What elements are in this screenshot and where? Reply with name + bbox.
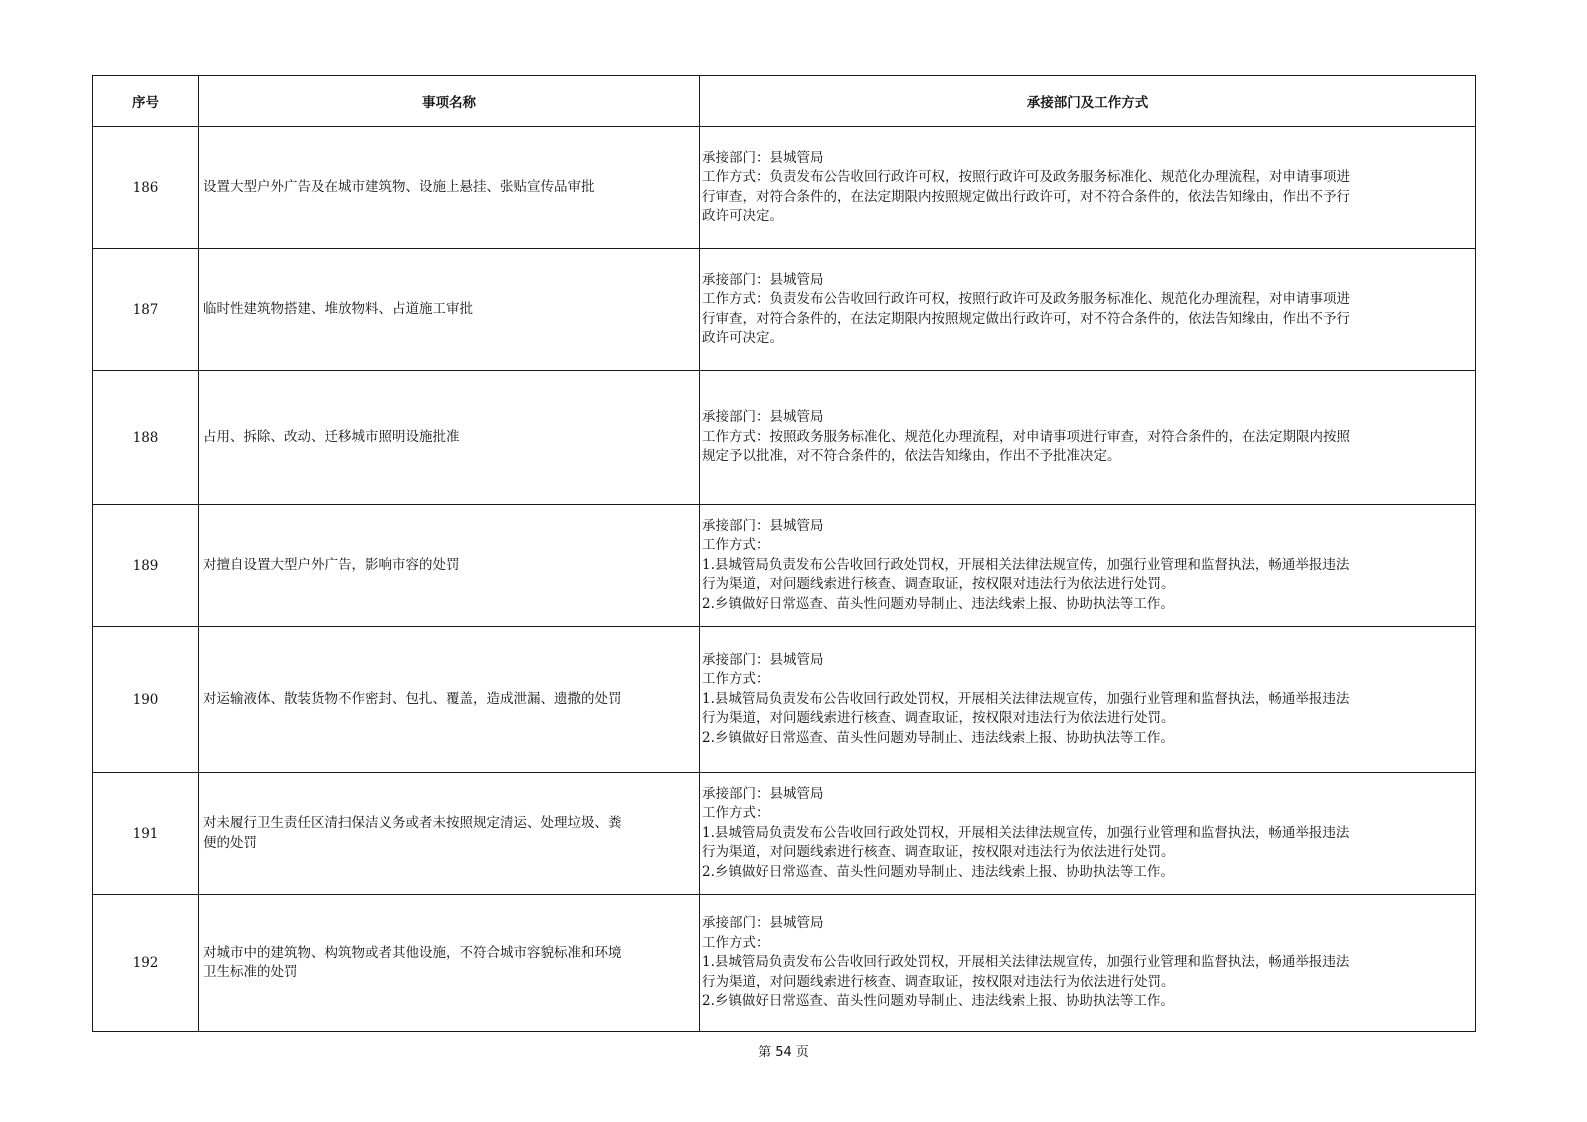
row-number: 186 — [93, 127, 199, 249]
department-method-line: 1.县城管局负责发布公告收回行政处罚权，开展相关法律法规宣传，加强行业管理和监督执法，畅通举报违法 — [702, 954, 1350, 971]
department-method-line: 政许可决定。 — [702, 330, 783, 346]
department-method-line: 承接部门：县城管局 — [702, 785, 824, 802]
department-method-cell — [700, 505, 1476, 627]
matter-name-line: 对运输液体、散装货物不作密封、包扎、覆盖，造成泄漏、遗撒的处罚 — [203, 690, 622, 707]
department-method-line: 工作方式： — [702, 805, 770, 822]
department-method-line: 规定予以批准，对不符合条件的，依法告知缘由，作出不予批准决定。 — [702, 448, 1121, 465]
row-number: 192 — [93, 895, 199, 1032]
department-method-line: 2.乡镇做好日常巡查、苗头性问题劝导制止、违法线索上报、协助执法等工作。 — [702, 863, 1174, 880]
row-number: 190 — [93, 627, 199, 773]
department-method-line: 1.县城管局负责发布公告收回行政处罚权，开展相关法律法规宣传，加强行业管理和监督执法，畅通举报违法 — [702, 690, 1350, 707]
department-method-line: 工作方式：负责发布公告收回行政许可权，按照行政许可及政务服务标准化、规范化办理流程，对申请事项进 — [702, 291, 1350, 307]
department-method-line: 行为渠道，对问题线索进行核查、调查取证，按权限对违法行为依法进行处罚。 — [702, 844, 1175, 861]
matter-name-cell — [199, 895, 700, 1032]
matter-name-line: 对城市中的建筑物、构筑物或者其他设施，不符合城市容貌标准和环境 — [203, 944, 622, 961]
row-number: 191 — [93, 773, 199, 895]
department-method-line: 承接部门：县城管局 — [702, 517, 824, 534]
table-row — [93, 627, 1476, 773]
department-method-line: 行审查，对符合条件的，在法定期限内按照规定做出行政许可，对不符合条件的，依法告知缘由，作出不予行 — [702, 310, 1350, 327]
matter-name-cell — [199, 773, 700, 895]
department-method-cell — [700, 895, 1476, 1032]
table-body — [93, 127, 1476, 1032]
department-method-cell — [700, 127, 1476, 249]
matter-name-line: 临时性建筑物搭建、堆放物料、占道施工审批 — [203, 300, 473, 317]
department-method-cell — [700, 249, 1476, 371]
department-method-line: 工作方式：负责发布公告收回行政许可权，按照行政许可及政务服务标准化、规范化办理流程，对申请事项进 — [702, 169, 1350, 185]
matter-name-cell — [199, 371, 700, 505]
department-method-line: 政许可决定。 — [702, 208, 783, 224]
department-method-cell — [700, 371, 1476, 505]
table-row — [93, 505, 1476, 627]
row-number: 187 — [93, 249, 199, 371]
table-row — [93, 773, 1476, 895]
department-method-line: 行审查，对符合条件的，在法定期限内按照规定做出行政许可，对不符合条件的，依法告知缘由，作出不予行 — [702, 188, 1350, 205]
row-number: 188 — [93, 371, 199, 505]
column-header-number: 序号 — [93, 76, 199, 127]
department-method-line: 工作方式： — [702, 934, 770, 951]
matter-name-line: 便的处罚 — [203, 834, 257, 851]
matter-name-cell — [199, 627, 700, 773]
table-row — [93, 895, 1476, 1032]
header-row — [93, 76, 1476, 127]
department-method-line: 1.县城管局负责发布公告收回行政处罚权，开展相关法律法规宣传，加强行业管理和监督执法，畅通举报违法 — [702, 824, 1350, 841]
department-method-line: 行为渠道，对问题线索进行核查、调查取证，按权限对违法行为依法进行处罚。 — [702, 576, 1175, 593]
department-method-cell — [700, 627, 1476, 773]
table-row — [93, 127, 1476, 249]
department-method-line: 2.乡镇做好日常巡查、苗头性问题劝导制止、违法线索上报、协助执法等工作。 — [702, 993, 1174, 1010]
column-header-matter-name: 事项名称 — [199, 76, 700, 127]
column-header-department-method: 承接部门及工作方式 — [700, 76, 1476, 127]
department-method-line: 行为渠道，对问题线索进行核查、调查取证，按权限对违法行为依法进行处罚。 — [702, 710, 1175, 727]
matter-name-line: 设置大型户外广告及在城市建筑物、设施上悬挂、张贴宣传品审批 — [203, 178, 595, 195]
department-method-line: 承接部门：县城管局 — [702, 271, 824, 288]
department-method-line: 行为渠道，对问题线索进行核查、调查取证，按权限对违法行为依法进行处罚。 — [702, 973, 1175, 990]
department-method-cell — [700, 773, 1476, 895]
row-number: 189 — [93, 505, 199, 627]
page-number: 第 54 页 — [758, 1045, 809, 1060]
table-row — [93, 249, 1476, 371]
department-method-line: 2.乡镇做好日常巡查、苗头性问题劝导制止、违法线索上报、协助执法等工作。 — [702, 729, 1174, 746]
department-method-line: 承接部门：县城管局 — [702, 651, 824, 668]
matter-name-cell — [199, 127, 700, 249]
department-method-line: 承接部门：县城管局 — [702, 915, 824, 932]
department-method-line: 承接部门：县城管局 — [702, 149, 824, 166]
department-method-line: 工作方式：按照政务服务标准化、规范化办理流程，对申请事项进行审查，对符合条件的，在法定期限内按照 — [702, 428, 1350, 445]
matter-name-line: 对擅自设置大型户外广告，影响市容的处罚 — [203, 556, 460, 573]
matter-name-cell — [199, 249, 700, 371]
department-method-line: 1.县城管局负责发布公告收回行政处罚权，开展相关法律法规宣传，加强行业管理和监督执法，畅通举报违法 — [702, 556, 1350, 573]
department-method-line: 2.乡镇做好日常巡查、苗头性问题劝导制止、违法线索上报、协助执法等工作。 — [702, 595, 1174, 612]
matter-name-line: 对未履行卫生责任区清扫保洁义务或者未按照规定清运、处理垃圾、粪 — [203, 815, 622, 831]
matter-name-line: 卫生标准的处罚 — [203, 964, 298, 980]
department-method-line: 工作方式： — [702, 671, 770, 688]
department-method-line: 承接部门：县城管局 — [702, 409, 824, 426]
matters-table — [92, 75, 1476, 1032]
table-row — [93, 371, 1476, 505]
matter-name-cell — [199, 505, 700, 627]
matter-name-line: 占用、拆除、改动、迁移城市照明设施批准 — [203, 428, 460, 445]
department-method-line: 工作方式： — [702, 537, 770, 554]
